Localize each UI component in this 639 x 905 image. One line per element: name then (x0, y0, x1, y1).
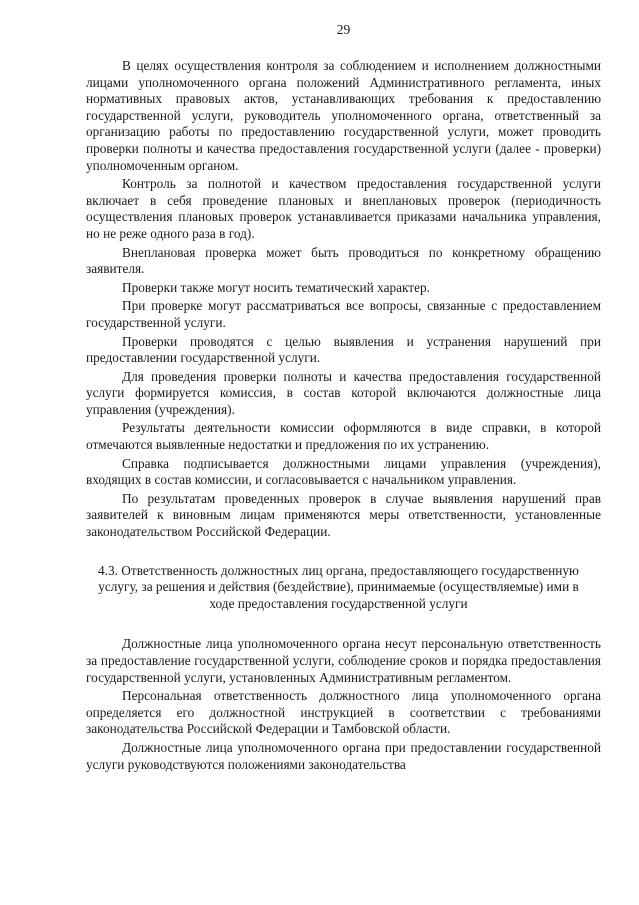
paragraph: В целях осуществления контроля за соблюдением и исполнением должностными лицами уполномоченного органа положений Административного регламента, иных нормативных правовых актов, устанавливающих требования к предоставлению государственной услуги, руководитель уполномоченного органа, ответственный за организацию работы по предоставлению государственной услуги, может проводить проверки полноты и качества предоставления государственной услуги (далее - проверки) уполномоченным органом. (86, 58, 601, 173)
body-before (86, 58, 601, 541)
paragraph: Внеплановая проверка может быть проводиться по конкретному обращению заявителя. (86, 244, 601, 277)
paragraph: Для проведения проверки полноты и качества предоставления государственной услуги формируется комиссия, в состав которой включаются должностные лица управления (учреждения). (86, 368, 601, 417)
paragraph: Персональная ответственность должностного лица уполномоченного органа определяется его должностной инструкцией в соответствии с требованиями законодательства Российской Федерации и Тамбовской области. (86, 688, 601, 737)
paragraph: Результаты деятельности комиссии оформляются в виде справки, в которой отмечаются выявленные недостатки и предложения по их устранению. (86, 420, 601, 453)
paragraph: Должностные лица уполномоченного органа несут персональную ответственность за предоставление государственной услуги, соблюдение сроков и порядка предоставления государственной услуги, установленных Административным регламентом. (86, 636, 601, 685)
spacer (86, 612, 601, 636)
paragraph: Проверки проводятся с целью выявления и устранения нарушений при предоставлении государственной услуги. (86, 333, 601, 366)
paragraph: Проверки также могут носить тематический характер. (122, 279, 430, 295)
page-number: 29 (336, 22, 351, 37)
paragraph: При проверке могут рассматриваться все вопросы, связанные с предоставлением государственной услуги. (86, 298, 601, 330)
paragraph: Должностные лица уполномоченного органа при предоставлении государственной услуги руководствуются положениями законодательства (86, 739, 601, 772)
section-heading: 4.3. Ответственность должностных лиц органа, предоставляющего государственную услугу, за решения и действия (бездействие), принимаемые (осуществляемые) ими в ходе предоставления государственной услуги (98, 562, 579, 611)
paragraph: Контроль за полнотой и качеством предоставления государственной услуги включает в себя проведение плановых и внеплановых проверок (периодичность осуществления плановых проверок устанавливается приказами начальника управления, но не реже одного раза в год). (86, 176, 601, 241)
paragraph: Справка подписывается должностными лицами управления (учреждения), входящих в состав комиссии, и согласовывается с начальником управления. (86, 455, 601, 488)
paragraph: По результатам проведенных проверок в случае выявления нарушений прав заявителей к виновным лицам применяются меры ответственности, установленные законодательством Российской Федерации. (86, 490, 601, 540)
body-after (86, 636, 601, 773)
